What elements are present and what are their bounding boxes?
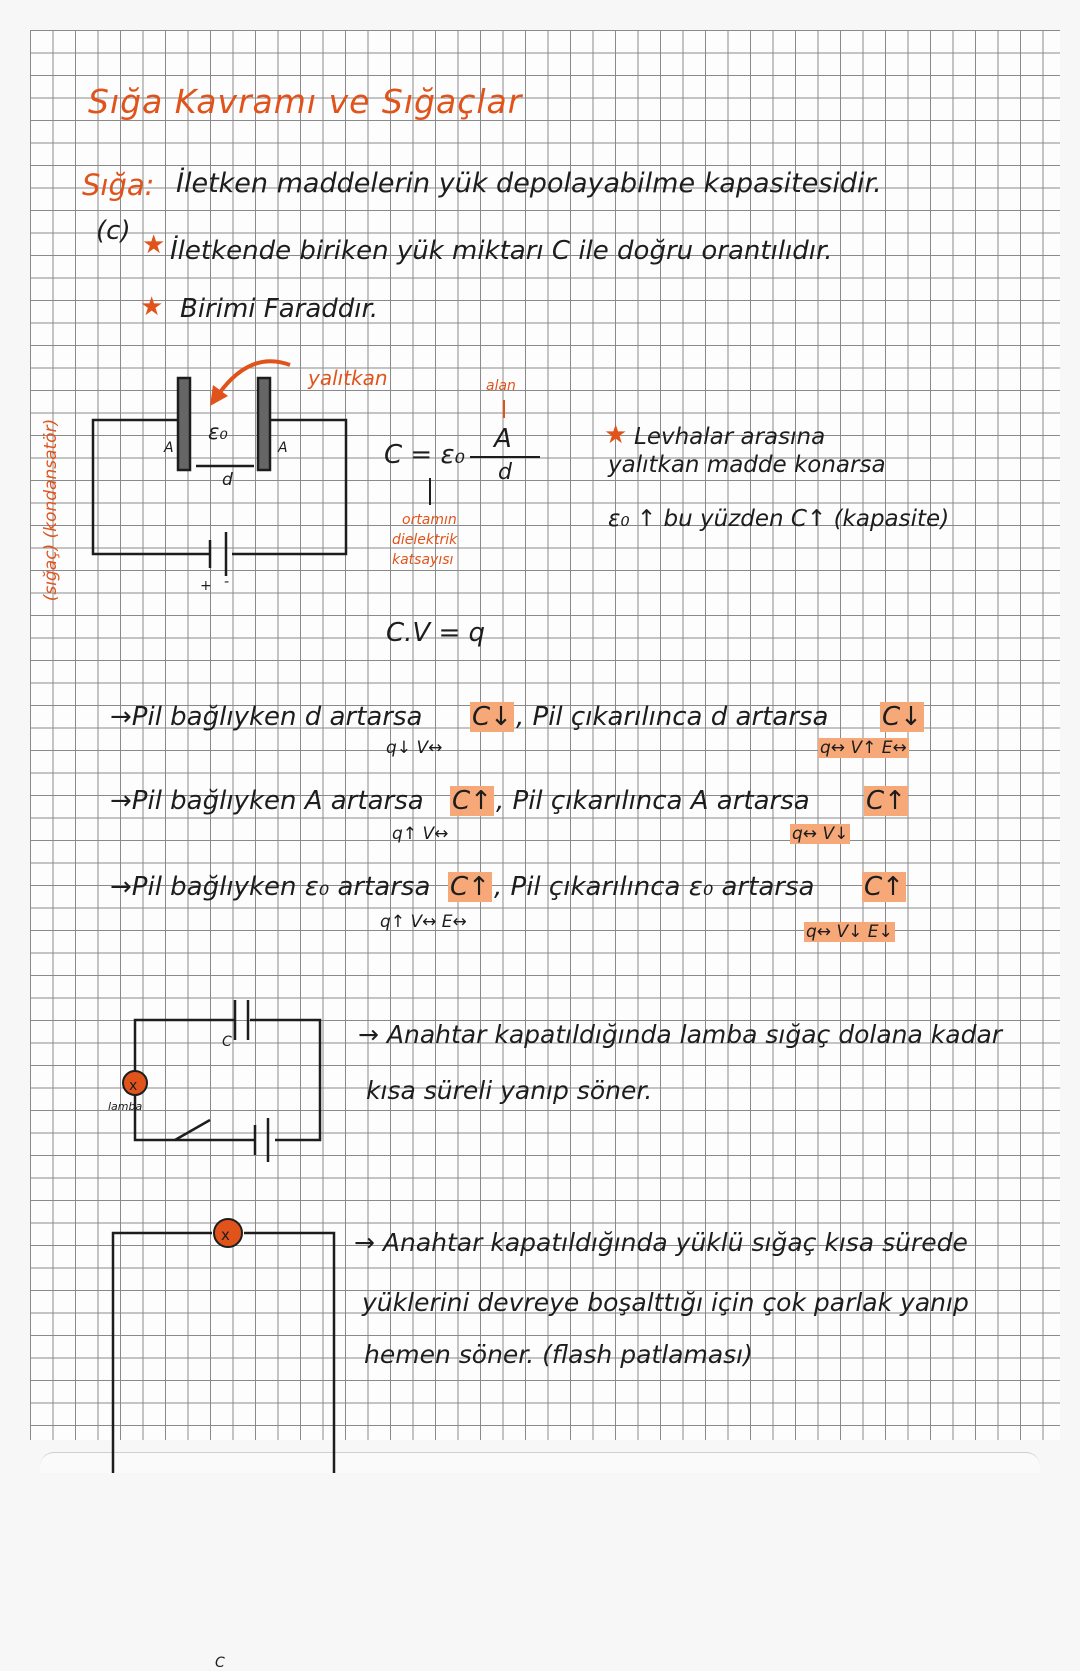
capacitor-circuit-diagram [93, 378, 346, 576]
rule-2-right: , Pil çıkarılınca A artarsa [496, 786, 810, 816]
minus-terminal: - [224, 574, 230, 590]
plate-left-label: A [164, 440, 174, 456]
plate-right-label: A [278, 440, 288, 456]
circuit-2-text-1: → Anahtar kapatıldığında yüklü sığaç kısa sürede [354, 1228, 968, 1257]
rule-1-right-result: C↓ [882, 702, 922, 732]
rule-1-right: , Pil çıkarılınca d artarsa [516, 702, 829, 732]
rule-2-left: →Pil bağlıyken A artarsa [110, 786, 424, 816]
star-icon: ★ [604, 420, 628, 450]
insulator-arrow [218, 361, 290, 395]
formula-numerator: A [494, 424, 512, 454]
circuit-2-cap-label: C [215, 1655, 225, 1671]
rule-1-left: →Pil bağlıyken d artarsa [110, 702, 423, 732]
plus-terminal: + [200, 578, 212, 594]
distance-label: d [222, 470, 233, 490]
capacitance-symbol: (c) [96, 216, 131, 246]
rule-2-right-effects: q↔ V↓ [792, 824, 849, 844]
rule-3-left-result: C↑ [450, 872, 490, 902]
star-icon: ★ [140, 292, 164, 322]
definition-term: Sığa: [82, 168, 155, 202]
rule-1-left-result: C↓ [472, 702, 512, 732]
capacitor-side-label: (sığaç) (kondansatör) [41, 418, 62, 602]
definition-text: İletken maddelerin yük depolayabilme kapasitesidir. [176, 168, 882, 199]
bullet-unit: Birimi Faraddır. [180, 294, 379, 324]
svg-text:x: x [221, 1226, 230, 1244]
rule-2-right-result: C↑ [866, 786, 906, 816]
page-title: Sığa Kavramı ve Sığaçlar [88, 82, 523, 121]
rule-3-right-effects: q↔ V↓ E↓ [806, 922, 893, 942]
medium-label-1: ortamın [402, 512, 457, 528]
note-line-2: yalıtkan madde konarsa [608, 452, 886, 478]
rule-2-left-effects: q↑ V↔ [392, 824, 449, 844]
rule-3-right-result: C↑ [864, 872, 904, 902]
rule-3-left-effects: q↑ V↔ E↔ [380, 912, 467, 932]
bullet-proportional: İletkende biriken yük miktarı C ile doğru orantılıdır. [170, 236, 833, 266]
rule-3-left: →Pil bağlıyken ε₀ artarsa [110, 872, 431, 902]
rule-3-right: , Pil çıkarılınca ε₀ artarsa [494, 872, 815, 902]
circuit-1-text-2: kısa süreli yanıp söner. [366, 1076, 653, 1105]
insulator-label: yalıtkan [308, 366, 388, 390]
formula-c: C = ε₀ [384, 440, 465, 470]
lamp-circuit-1 [135, 1000, 320, 1162]
circuit-1-cap-label: C [222, 1034, 232, 1050]
star-icon: ★ [142, 230, 166, 260]
rule-1-left-effects: q↓ V↔ [386, 738, 443, 758]
area-label: alan [486, 378, 516, 394]
circuit-1-text-1: → Anahtar kapatıldığında lamba sığaç dolana kadar [358, 1020, 1003, 1049]
medium-label-3: katsayısı [392, 552, 454, 568]
lamp-circuit-2 [113, 1233, 334, 1473]
circuit-2-text-3: hemen söner. (flash patlaması) [364, 1340, 753, 1369]
circuit-2-text-2: yüklerini devreye boşalttığı için çok parlak yanıp [362, 1288, 969, 1317]
note-line-1: Levhalar arasına [634, 424, 826, 450]
formula-denominator: d [498, 460, 512, 485]
note-line-3: ε₀ ↑ bu yüzden C↑ (kapasite) [608, 506, 950, 532]
rule-1-right-effects: q↔ V↑ E↔ [820, 738, 907, 758]
rule-2-left-result: C↑ [452, 786, 492, 816]
lamp-label: lamba [108, 1100, 143, 1113]
epsilon-label: ε₀ [208, 420, 228, 444]
formula-cvq: C.V = q [386, 618, 486, 648]
medium-label-2: dielektrik [392, 532, 458, 548]
svg-text:x: x [129, 1078, 138, 1094]
